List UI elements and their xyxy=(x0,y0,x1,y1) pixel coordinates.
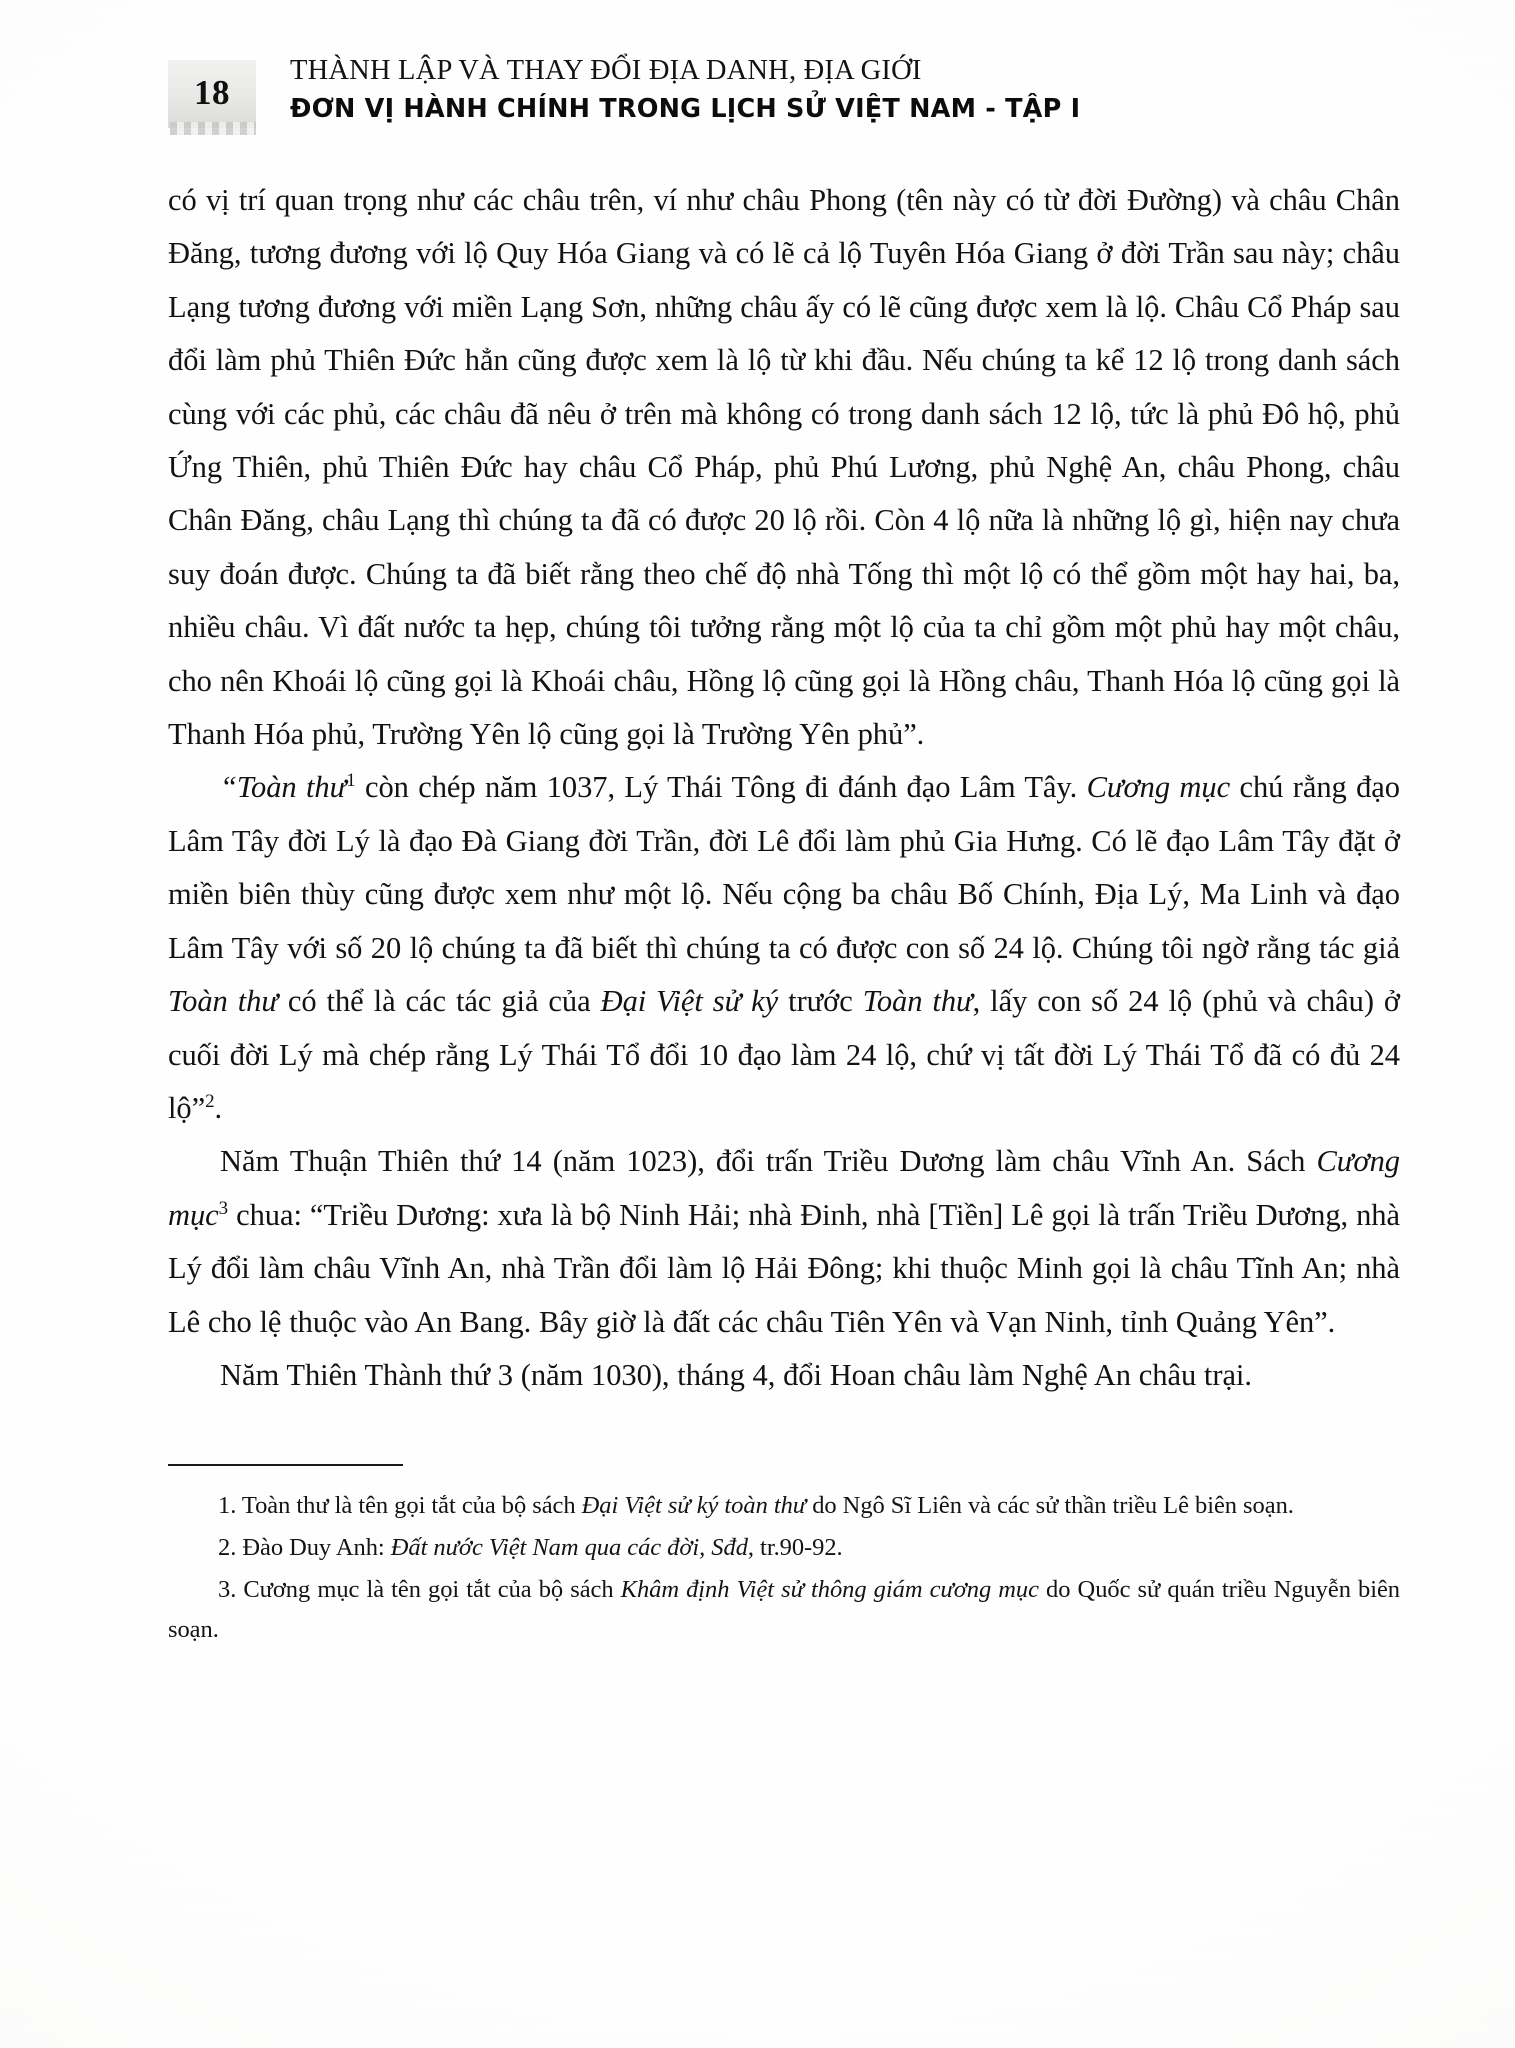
text-run: . xyxy=(214,1090,223,1125)
running-head xyxy=(168,52,1400,140)
running-head-text xyxy=(290,52,1400,127)
footnote-text: , tr.90-92. xyxy=(747,1534,843,1562)
text-run: trước xyxy=(778,984,863,1019)
footnote-item xyxy=(168,1486,1400,1526)
text-run: , lấy con số 24 lộ (phủ và châu) ở cuối đời Lý mà chép rằng Lý Thái Tổ đổi 10 đạo làm 24 lộ, chứ vị tất đời Lý Thái Tổ đã có đủ 24 lộ” xyxy=(168,984,1400,1125)
paragraph-continued: có vị trí quan trọng như các châu trên, ví như châu Phong (tên này có từ đời Đường) và châu Chân Đăng, tương đương với lộ Quy Hóa Giang và có lẽ cả lộ Tuyên Hóa Giang ở đời Trần sau này; châu Lạng tương đương với miền Lạng Sơn, những châu ấy có lẽ cũng được xem là lộ. Châu Cổ Pháp sau đổi làm phủ Thiên Đức hẳn cũng được xem là lộ từ khi đầu. Nếu chúng ta kể 12 lộ trong danh sách cùng với các phủ, các châu đã nêu ở trên mà không có trong danh sách 12 lộ, tức là phủ Đô hộ, phủ Ứng Thiên, phủ Thiên Đức hay châu Cổ Pháp, phủ Phú Lương, phủ Nghệ An, châu Phong, châu Chân Đăng, châu Lạng thì chúng ta đã có được 20 lộ rồi. Còn 4 lộ nữa là những lộ gì, hiện nay chưa suy đoán được. Chúng ta đã biết rằng theo chế độ nhà Tống thì một lộ có thể gồm một hay hai, ba, nhiều châu. Vì đất nước ta hẹp, chúng tôi tưởng rằng một lộ của ta chỉ gồm một phủ hay một châu, cho nên Khoái lộ cũng gọi là Khoái châu, Hồng lộ cũng gọi là Hồng châu, Thanh Hóa lộ cũng gọi là Thanh Hóa phủ, Trường Yên lộ cũng gọi là Trường Yên phủ”. xyxy=(168,183,1400,752)
text-run: Năm Thuận Thiên thứ 14 (năm 1023), đổi trấn Triều Dương làm châu Vĩnh An. Sách xyxy=(220,1144,1317,1179)
text-run: chua: “Triều Dương: xưa là bộ Ninh Hải; nhà Đinh, nhà [Tiền] Lê gọi là trấn Triều Dương, nhà Lý đổi làm châu Vĩnh An, nhà Trần đổi làm lộ Hải Đông; khi thuộc Minh gọi là châu Tĩnh An; nhà Lê cho lệ thuộc vào An Bang. Bây giờ là đất các châu Tiên Yên và Vạn Ninh, tỉnh Quảng Yên”. xyxy=(168,1197,1400,1339)
running-head-line-1: THÀNH LẬP VÀ THAY ĐỔI ĐỊA DANH, ĐỊA GIỚI xyxy=(290,55,922,86)
title-cuong-muc: Cương mục xyxy=(1086,770,1231,805)
paragraph-toan-thu xyxy=(168,761,1400,1135)
footnote-item xyxy=(168,1570,1400,1650)
scan-artifact-speckle xyxy=(170,122,256,135)
page-content-area xyxy=(168,52,1400,1652)
footnote-text: do Quốc sử quán triều Nguyễn biên soạn. xyxy=(168,1576,1400,1644)
footnote-text: 2. Đào Duy Anh: xyxy=(218,1534,391,1562)
text-run: có thể là các tác giả của xyxy=(277,984,601,1019)
text-run: chú rằng đạo Lâm Tây đời Lý là đạo Đà Giang đời Trần, đời Lê đổi làm phủ Gia Hưng. Có lẽ đạo Lâm Tây đặt ở miền biên thùy cũng được xem như một lộ. Nếu cộng ba châu Bố Chính, Địa Lý, Ma Linh và đạo Lâm Tây với số 20 lộ chúng ta đã biết thì chúng ta có được con số 24 lộ. Chúng tôi ngờ rằng tác giả xyxy=(168,770,1400,965)
footnote-text: do Ngô Sĩ Liên và các sử thần triều Lê biên soạn. xyxy=(806,1492,1294,1520)
footnote-title: Đất nước Việt Nam qua các đời, Sđd xyxy=(390,1534,748,1562)
footnote-ref-1[interactable]: 1 xyxy=(346,770,356,792)
title-toan-thu-quote: “Toàn thư xyxy=(220,770,347,805)
body-text xyxy=(168,174,1400,1402)
footnote-item xyxy=(168,1528,1400,1568)
footnote-text: 1. Toàn thư là tên gọi tắt của bộ sách xyxy=(218,1492,582,1520)
footnote-text: 3. Cương mục là tên gọi tắt của bộ sách xyxy=(218,1576,621,1604)
running-head-line-2: ĐƠN VỊ HÀNH CHÍNH TRONG LỊCH SỬ VIỆT NAM - TẬP I xyxy=(290,94,1081,125)
footnote-list xyxy=(168,1486,1400,1650)
title-dai-viet-su-ky: Đại Việt sử ký xyxy=(600,984,779,1019)
footnote-ref-2[interactable]: 2 xyxy=(205,1090,215,1112)
footnote-separator-rule xyxy=(168,1464,403,1466)
paragraph-thuan-thien xyxy=(168,1135,1400,1349)
page-number: 18 xyxy=(194,72,230,112)
title-toan-thu: Toàn thư xyxy=(168,984,278,1019)
title-cuong-muc: Cương mục xyxy=(168,1144,1400,1232)
text-run: còn chép năm 1037, Lý Thái Tông đi đánh đạo Lâm Tây. xyxy=(355,770,1087,805)
footnote-title: Khâm định Việt sử thông giám cương mục xyxy=(620,1576,1039,1604)
footnote-ref-3[interactable]: 3 xyxy=(218,1197,229,1219)
folio-number-box xyxy=(168,60,256,128)
footnote-title: Đại Việt sử ký toàn thư xyxy=(581,1492,807,1520)
paragraph-thien-thanh: Năm Thiên Thành thứ 3 (năm 1030), tháng 4, đổi Hoan châu làm Nghệ An châu trại. xyxy=(220,1357,1252,1392)
title-toan-thu: Toàn thư xyxy=(862,984,973,1019)
